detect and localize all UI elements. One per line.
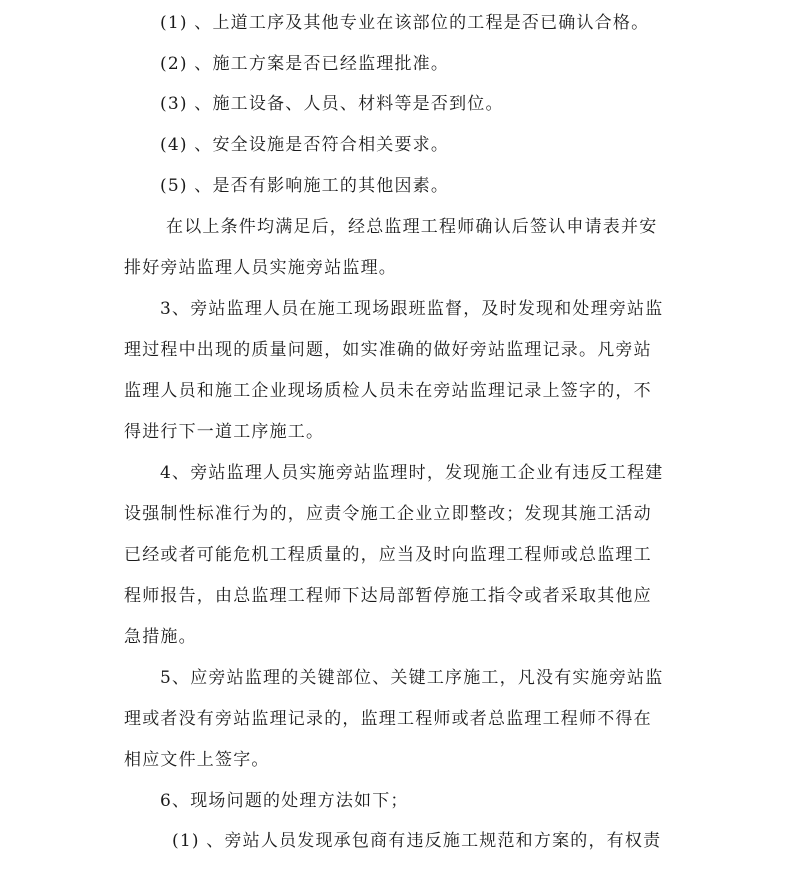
condition-item-3: (3) 、施工设备、人员、材料等是否到位。 [160, 94, 504, 114]
clause-3-line: 理过程中出现的质量问题，如实准确的做好旁站监理记录。凡旁站 [124, 340, 652, 360]
clause-4-line: 设强制性标准行为的，应责令施工企业立即整改；发现其施工活动 [124, 504, 652, 524]
clause-4-line: 急措施。 [124, 627, 197, 647]
clause-4-line: 程师报告，由总监理工程师下达局部暂停施工指令或者采取其他应 [124, 586, 652, 606]
clause-5-line: 相应文件上签字。 [124, 750, 270, 770]
paragraph-line: 排好旁站监理人员实施旁站监理。 [124, 258, 397, 278]
clause-4-line: 已经或者可能危机工程质量的，应当及时向监理工程师或总监理工 [124, 545, 652, 565]
clause-3-line: 3、旁站监理人员在施工现场跟班监督，及时发现和处理旁站监 [160, 299, 664, 319]
clause-6-line: 6、现场问题的处理方法如下； [160, 791, 409, 811]
condition-item-2: (2) 、施工方案是否已经监理批准。 [160, 54, 450, 74]
clause-5-line: 理或者没有旁站监理记录的，监理工程师或者总监理工程师不得在 [124, 709, 652, 729]
condition-item-4: (4) 、安全设施是否符合相关要求。 [160, 135, 450, 155]
condition-item-1: (1) 、上道工序及其他专业在该部位的工程是否已确认合格。 [160, 13, 650, 33]
clause-5-line: 5、应旁站监理的关键部位、关键工序施工，凡没有实施旁站监 [160, 668, 664, 688]
clause-6-subitem-1: (1) 、旁站人员发现承包商有违反施工规范和方案的，有权责 [172, 831, 662, 851]
clause-4-line: 4、旁站监理人员实施旁站监理时，发现施工企业有违反工程建 [160, 463, 664, 483]
clause-3-line: 得进行下一道工序施工。 [124, 422, 325, 442]
clause-3-line: 监理人员和施工企业现场质检人员未在旁站监理记录上签字的，不 [124, 381, 652, 401]
paragraph-line: 在以上条件均满足后，经总监理工程师确认后签认申请表并安 [166, 217, 658, 237]
condition-item-5: (5) 、是否有影响施工的其他因素。 [160, 176, 450, 196]
